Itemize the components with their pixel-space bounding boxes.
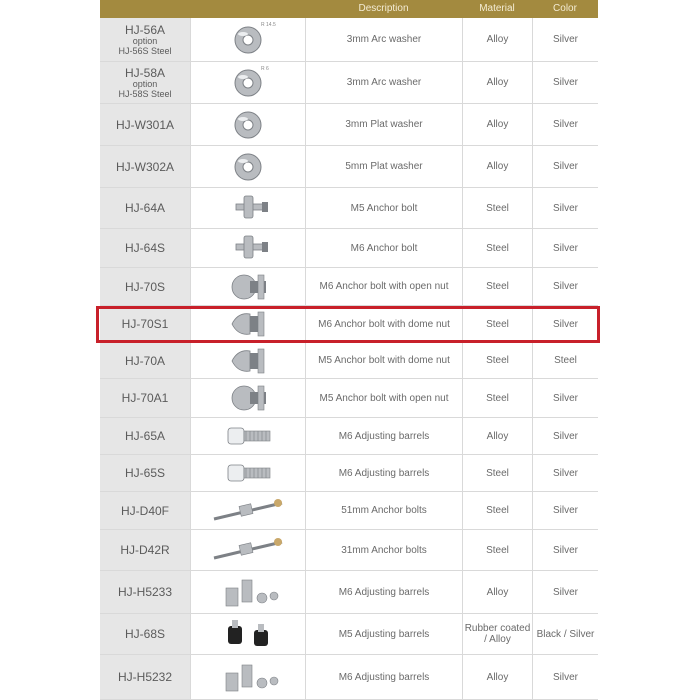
table-row	[100, 268, 598, 306]
description-cell: M6 Adjusting barrels	[305, 655, 462, 699]
part-code-cell	[100, 418, 190, 454]
table-row	[100, 188, 598, 229]
part-code: HJ-70S1	[121, 317, 169, 331]
description-cell: M5 Anchor bolt with open nut	[305, 379, 462, 417]
part-code: HJ-D40F	[120, 503, 169, 518]
description-cell: 3mm Arc washer	[305, 62, 462, 103]
part-option: option	[132, 35, 158, 46]
flat-washer-icon	[198, 107, 298, 143]
material-cell: Steel	[462, 379, 532, 417]
description-cell: 51mm Anchor bolts	[305, 492, 462, 529]
part-image-cell	[190, 18, 305, 61]
barrel-set-icon	[198, 574, 298, 610]
description-cell: M5 Adjusting barrels	[305, 614, 462, 654]
color-cell: Silver	[532, 268, 598, 305]
part-code: HJ-64S	[124, 241, 165, 255]
color-cell: Silver	[532, 455, 598, 491]
material-cell: Steel	[462, 268, 532, 305]
description-cell: M6 Anchor bolt	[305, 229, 462, 267]
header-material: Material	[479, 3, 515, 14]
part-code-cell	[100, 655, 190, 699]
part-code: HJ-70A	[124, 353, 165, 368]
table-row	[100, 571, 598, 614]
part-image-cell	[190, 188, 305, 228]
part-code: HJ-58A	[124, 65, 165, 80]
material-cell: Alloy	[462, 104, 532, 145]
arc-washer-icon	[198, 22, 298, 58]
header-description: Description	[358, 3, 409, 14]
table-row	[100, 229, 598, 268]
material-cell: Steel	[462, 530, 532, 570]
color-cell: Silver	[532, 655, 598, 699]
part-image-cell	[190, 146, 305, 187]
material-cell: Steel	[462, 229, 532, 267]
part-code-cell	[100, 530, 190, 570]
part-code-cell	[100, 455, 190, 491]
anchor-bolt-icon	[198, 190, 298, 226]
description-cell: M6 Anchor bolt with dome nut	[305, 306, 462, 342]
description-cell: 31mm Anchor bolts	[305, 530, 462, 570]
part-code-cell	[100, 379, 190, 417]
part-code-cell	[100, 188, 190, 228]
material-cell: Alloy	[462, 655, 532, 699]
description-cell: 5mm Plat washer	[305, 146, 462, 187]
long-anchor-bolt-icon	[198, 532, 298, 568]
part-image-cell	[190, 492, 305, 529]
part-code: HJ-56A	[124, 22, 165, 37]
anchor-bolt-icon	[198, 230, 298, 266]
part-image-cell	[190, 268, 305, 305]
material-cell: Alloy	[462, 146, 532, 187]
description-cell: M5 Anchor bolt with dome nut	[305, 343, 462, 378]
part-code-cell	[100, 146, 190, 187]
description-cell: 3mm Arc washer	[305, 18, 462, 61]
material-cell: Alloy	[462, 571, 532, 613]
table-row	[100, 418, 598, 455]
part-code: HJ-70S	[124, 279, 165, 294]
part-code: HJ-D42R	[120, 543, 170, 557]
table-header	[100, 0, 598, 18]
color-cell: Black / Silver	[532, 614, 598, 654]
color-cell: Steel	[532, 343, 598, 378]
table-row	[100, 614, 598, 655]
color-cell: Silver	[532, 530, 598, 570]
description-cell: M6 Adjusting barrels	[305, 418, 462, 454]
material-cell: Alloy	[462, 418, 532, 454]
color-cell: Silver	[532, 306, 598, 342]
part-image-cell	[190, 614, 305, 654]
color-cell: Silver	[532, 229, 598, 267]
color-cell: Silver	[532, 379, 598, 417]
part-image-cell	[190, 655, 305, 699]
part-note: R 14.5	[261, 22, 276, 28]
table-row	[100, 379, 598, 418]
part-code: HJ-H5232	[117, 670, 173, 684]
part-code-cell	[100, 492, 190, 529]
description-cell: M6 Adjusting barrels	[305, 455, 462, 491]
part-image-cell	[190, 571, 305, 613]
part-alt-code: HJ-58S Steel	[118, 88, 172, 99]
arc-washer-icon	[198, 65, 298, 101]
table-row	[100, 343, 598, 379]
dome-nut-bolt-icon	[198, 343, 298, 379]
table-row	[100, 655, 598, 700]
color-cell: Silver	[532, 62, 598, 103]
part-code: HJ-W302A	[115, 159, 174, 174]
color-cell: Silver	[532, 492, 598, 529]
part-code-cell	[100, 614, 190, 654]
table-row	[100, 455, 598, 492]
part-image-cell	[190, 343, 305, 378]
description-cell: M6 Anchor bolt with open nut	[305, 268, 462, 305]
table-row	[100, 146, 598, 188]
material-cell: Steel	[462, 188, 532, 228]
material-cell: Rubber coated / Alloy	[462, 614, 532, 654]
part-code-cell	[100, 268, 190, 305]
barrel-set-icon	[198, 659, 298, 695]
part-code: HJ-70A1	[121, 391, 169, 405]
part-code-cell	[100, 571, 190, 613]
color-cell: Silver	[532, 418, 598, 454]
material-cell: Steel	[462, 492, 532, 529]
header-image	[190, 0, 305, 18]
description-cell: 3mm Plat washer	[305, 104, 462, 145]
part-code: HJ-65A	[124, 429, 165, 443]
flat-washer-icon	[198, 149, 298, 185]
color-cell: Silver	[532, 18, 598, 61]
adjusting-barrel-icon	[198, 455, 298, 491]
part-code: HJ-W301A	[115, 117, 174, 132]
table-row	[100, 530, 598, 571]
part-option: option	[132, 78, 158, 89]
color-cell: Silver	[532, 571, 598, 613]
part-note: R 6	[261, 66, 269, 72]
color-cell: Silver	[532, 188, 598, 228]
part-code-cell	[100, 18, 190, 61]
part-image-cell	[190, 418, 305, 454]
part-code: HJ-68S	[124, 627, 165, 641]
part-image-cell	[190, 104, 305, 145]
open-nut-bolt-icon	[198, 380, 298, 416]
long-anchor-bolt-icon	[198, 493, 298, 529]
part-code-cell	[100, 104, 190, 145]
material-cell: Steel	[462, 343, 532, 378]
adjusting-barrel-icon	[198, 418, 298, 454]
part-code-cell	[100, 343, 190, 378]
material-cell: Alloy	[462, 62, 532, 103]
material-cell: Steel	[462, 306, 532, 342]
part-image-cell	[190, 62, 305, 103]
part-code: HJ-65S	[124, 466, 165, 480]
part-alt-code: HJ-56S Steel	[118, 45, 172, 56]
part-image-cell	[190, 530, 305, 570]
part-code: HJ-H5233	[117, 585, 173, 599]
highlighted-row-frame	[96, 306, 600, 343]
part-code-cell	[100, 62, 190, 103]
material-cell: Alloy	[462, 18, 532, 61]
color-cell: Silver	[532, 146, 598, 187]
part-image-cell	[190, 229, 305, 267]
rubber-barrel-icon	[198, 616, 298, 652]
part-image-cell	[190, 379, 305, 417]
color-cell: Silver	[532, 104, 598, 145]
description-cell: M5 Anchor bolt	[305, 188, 462, 228]
table-row	[100, 18, 598, 62]
header-color: Color	[553, 3, 577, 14]
description-cell: M6 Adjusting barrels	[305, 571, 462, 613]
part-image-cell	[190, 455, 305, 491]
table-row	[100, 62, 598, 104]
table-row	[100, 492, 598, 530]
part-code-cell	[100, 229, 190, 267]
material-cell: Steel	[462, 455, 532, 491]
table-row	[100, 104, 598, 146]
part-code: HJ-64A	[124, 201, 165, 215]
open-nut-bolt-icon	[198, 269, 298, 305]
